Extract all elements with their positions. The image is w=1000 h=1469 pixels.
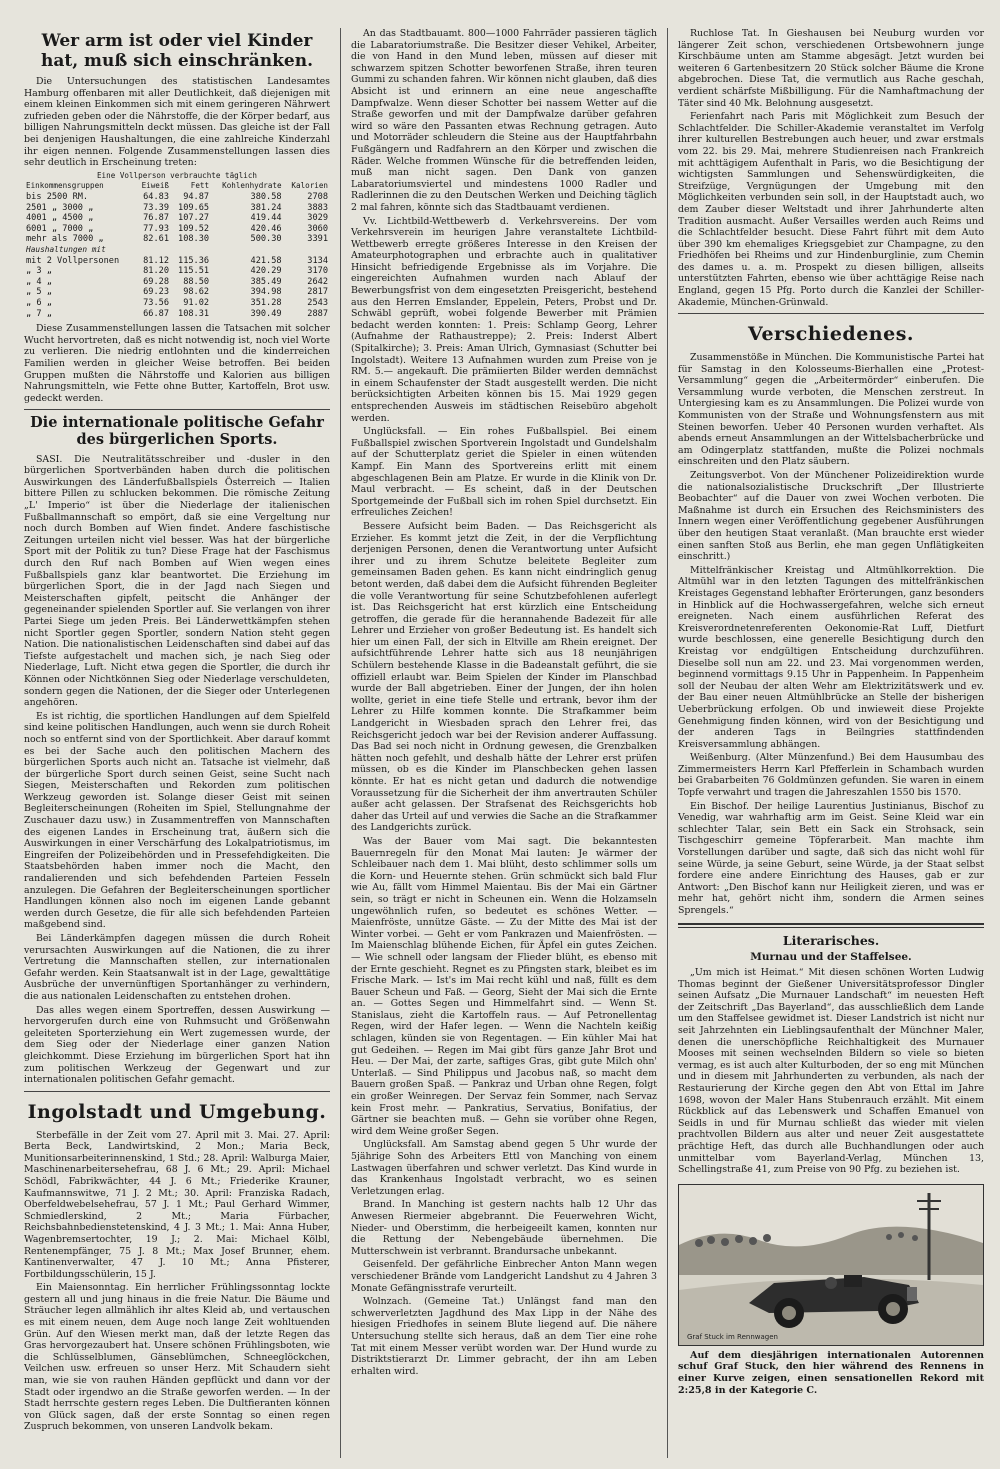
article-geisenfeld: Geisenfeld. Der gefährliche Einbrecher Anton Mann wegen verschiedener Brände vom Landgericht Landshut zu 4 Jahren 3 Monate Gefängnisstrafe verurteilt. bbox=[351, 1259, 657, 1294]
article-sport-p4: Das alles wegen einem Sportreffen, dessen Auswirkung — hervorgerufen durch eine von Ruhmsucht und Größenwahn geleiteten Sporterziehung ein Wert zugemessen wurde, der dem Sieg oder der Niederlage einer ganzen Nation gleichkommt. Diese Erziehung im bürgerlichen Sport hat ihn zum politischen Werkzeug der Gegenwart und zur internationalen politischen Gefahr gemacht. bbox=[24, 1004, 330, 1086]
section-literarisches: Literarisches. bbox=[782, 932, 880, 948]
race-car-photo bbox=[678, 1184, 984, 1346]
article-sterbefaelle: Sterbefälle in der Zeit vom 27. April mit 3. Mai. 27. April: Berta Beck, Landwirtskind, 2 Mon.; Maria Beck, Munitionsarbeiterinnenskind, 1 Std.; 28. April: Walburga Maier, Maschinenarbeitersehefrau, 68 J. 6 Mt.; 29. April: Michael Schödl, Fabrikwächter, 44 J. 6 Mt.; Friederike Krauner, Kaufmannswitwe, 71 J. 2 Mt.; 30. April: Franziska Radach, Oberfeldwebelsehefrau, 57 J. 1 Mt.; Paul Gerhard Wimmer, Schmiedlerskind, 2 Mt.; Maria Fürbacher, Reichsbahnbedienstetenskind, 4 J. 3 Mt.; 1. Mai: Anna Huber, Wagenbremsertochter, 19 J.; 2. Mai: Michael Kölbl, Rentenempfänger, 75 J. 8 Mt.; Max Josef Brunner, ehem. Kantinenverwalter, 47 J. 10 Mt.; Anna Pfisterer, Fortbildungsschülerin, 15 J. bbox=[24, 1129, 330, 1280]
column-rule bbox=[340, 28, 341, 1458]
double-divider bbox=[678, 923, 984, 928]
photo-label: Graf Stuck im Rennwagen bbox=[687, 1332, 778, 1341]
article-ungluecksfall: Unglücksfall. Am Samstag abend gegen 5 Uhr wurde der 5jährige Sohn des Arbeiters Ettl von Manching von einem Lastwagen überfahren und schwer verletzt. Das Kind wurde in das Krankenhaus Ingolstadt verbracht, wo es seinen Verletzungen erlag. bbox=[351, 1139, 657, 1197]
article-bischof: Ein Bischof. Der heilige Laurentius Justinianus, Bischof zu Venedig, war wahrhaftig arm im Geist. Seine Kleid war ein schlechter Talar, sein Bett ein Sack ein Strohsack, sein Tischgeschirr gemeine Töpferarbeit. Man machte ihm Vorstellungen darüber und sagte, daß sich das nicht wohl für seine Würde, ja seine Geburt, seine Würde, ja der Staat selbst fordere eine andere Einrichtung des Hauses, gab er zur Antwort: „Den Bischof kann nur Heiligkeit zieren, und was er mehr hat, gehört nicht ihm, sondern die Armen seines Sprengels.“ bbox=[678, 800, 984, 916]
article-weissenburg: Weißenburg. (Alter Münzenfund.) Bei dem Hausumbau des Zimmermeisters Herrn Karl Pfefferlein in Schambach wurden bei Grabarbeiten 76 Goldmünzen gefunden. Sie waren in einem Topfe verwahrt und tragen die Jahreszahlen 1550 bis 1570. bbox=[678, 752, 984, 799]
table-row: „ 7 „ 66.87 108.31 390.49 2887 bbox=[26, 308, 328, 319]
article-lichtbild: Vv. Lichtbild-Wettbewerb d. Verkehrsvereins. Der vom Verkehrsverein im heurigen Jahre veranstaltete Lichtbild-Wettbewerb erregte größeres Interesse in den Kreisen der Amateurphotographen und erbrachte auch in qualitativer Hinsicht befriedigende Ergebnisse als im Vorjahre. Die eingereichten Aufnahmen wurden nach Ablauf der Bewerbungsfrist von dem eingesetzten Preisgericht, bestehend aus den Herren Emslander, Eppelein, Peters, Probst und Dr. Schwäbl geprüft, wobei folgende Bewerber mit Prämien bedacht werden konnten: 1. Preis: Schlamp Georg, Lehrer (Aufnahme der Rathaustreppe); 2. Preis: Inderst Albert (Spitalkirche); 3. Preis: Aman Ulrich, Gymnasiast (Schutter bei Ingolstadt). Weitere 13 Aufnahmen wurden zum Preise von je RM. 5.— angekauft. Die prämiierten Bilder werden demnächst in einem Schaufenster der Stadt ausgestellt werden. Die nicht berücksichtigten Arbeiten können bis 15. Mai 1929 gegen entsprechenden Ausweis im städtischen Reisebüro abgeholt werden. bbox=[351, 215, 657, 424]
table-group-label: Haushaltungen mit bbox=[26, 245, 106, 254]
article-stadtbauamt: An das Stadtbauamt. 800—1000 Fahrräder passieren täglich die Labaratoriumstraße. Die Besitzer dieser Vehikel, Arbeiter, die von Hand in den Mund leben, müssen auf dieser mit schwarzem spitzen Schotter beworfenen Straße, ihren teuren Gummi zu schanden fahren. Wir können nicht glauben, daß dies Absicht ist und erinnern an eine neue angeschaffte Dampfwalze. Wenn dieser Schotter bei nassem Wetter auf die Straße geworfen und mit der Dampfwalze darüber gefahren wird so wäre den Passanten etwas Rechnung getragen. Auto und Motorräder schleudern die Steine aus der Hauptfahrbahn Fußgängern und Radfahrern an den Körper und zwischen die Räder. Welche frommen Wünsche für die betreffenden leiden, muß man nicht sagen. Den Dank von ganzen Labaratoriumsviertel und mindestens 1000 Radler und Radlerinnen die zu den Deutschen Werken und Deiching täglich 2 mal fahren, könnte sich das Stadtbauamt verdienen. bbox=[351, 28, 657, 213]
table-row: „ 6 „ 73.56 91.02 351.28 2543 bbox=[26, 297, 328, 308]
article-ruchlose-tat: Ruchlose Tat. In Gieshausen bei Neuburg wurden vor längerer Zeit schon, verschiedenen Ortsbewohnern junge Kirschbäume unten am Stamme abgesägt. Jetzt wurden bei weiteren 6 Gartenbesitzern 20 Stück solcher Bäume die Krone abgebrochen. Diese Tat, die vermutlich aus Rache geschah, verdient schärfste Mißbilligung. Für die Namhaftmachung der Täter sind 40 Mk. Belohnung ausgesetzt. bbox=[678, 28, 984, 109]
subhead-murnau: Murnau und der Staffelsee. bbox=[750, 950, 912, 963]
table-row: mehr als 7000 „ 82.61 108.30 500.30 3391 bbox=[26, 234, 328, 245]
article-kinder-outro: Diese Zusammenstellungen lassen die Tatsachen mit solcher Wucht hervortreten, daß es nicht notwendig ist, noch viel Worte zu verlieren. Die niedrig entlohnten und die kinderreichen Familien werden in gleicher Weise betroffen. Bei beiden Gruppen mußten die Nährstoffe und Kalorien aus billigen Nahrungsmitteln, wie Fette ohne Butter, Kartoffeln, Brot usw. gedeckt werden. bbox=[24, 323, 330, 404]
article-wolnzach: Wolnzach. (Gemeine Tat.) Unlängst fand man den schwerverletzten Jagdhund des Max Lipp in der Nähe des hiesigen Friedhofes in seinem Blute liegend auf. Die nähere Untersuchung stellte sich heraus, daß an dem Tier eine rohe Tat mit einem Messer verübt worden war. Der Hund wurde zu Distriktstierarzt Dr. Limmer gebracht, der ihn am Leben erhalten wird. bbox=[351, 1296, 657, 1377]
table-row: mit 2 Vollpersonen 81.12 115.36 421.58 3134 bbox=[26, 255, 328, 266]
article-sport-p2: Es ist richtig, die sportlichen Handlungen auf dem Spielfeld sind keine politischen Handlungen, auch wenn sie durch Roheit noch so entfernt sind von der Sportlichkeit. Aber darauf kommt es bei der Sache auch den politischen Machern des bürgerlichen Sports auch nicht an. Tatsache ist vielmehr, daß der bürgerliche Sport durch seinen Geist, seine Sucht nach Siegen, Meisterschaften und Rekorden zum politischen Werkzeug geworden ist. Solange dieser Geist mit seinen Begleiterscheinungen (Roheiten im Spiel, Stellungnahme der Zuschauer dazu usw.) in Zusammentreffen von Mannschaften des eigenen Landes in Erscheinung trat, äußern sich die Auswirkungen in einer Verschärfung des Lokalpatriotismus, im Eingreifen der Polizeibehörden und in Pressefehdigkeiten. Die Staatsbehörden haben immer noch die Macht, den randalierenden und sich befehdenden Parteien Fesseln anzulegen. Die Gefahren der Begleiterscheinungen sportlicher Handlungen können also noch im eigenen Lande gebannt werden durch Gesetze, die für alle sich befehdenden Parteien maßgebend sind. bbox=[24, 710, 330, 931]
table-row: „ 4 „ 69.28 88.50 385.49 2642 bbox=[26, 276, 328, 287]
column-3 bbox=[678, 28, 984, 1458]
article-ferienfahrt: Ferienfahrt nach Paris mit Möglichkeit zum Besuch der Schlachtfelder. Die Schiller-Akademie veranstaltet im Verfolg ihrer kulturellen Bestrebungen auch heuer, und zwar erstmals vom 22. bis 29. Mai, mehrere Studienreisen nach Frankreich mit achttägigem Aufenthalt in Paris, wo die Besichtigung der wichtigsten Sammlungen und Sehenswürdigkeiten, die Streifzüge, Vergnügungen der Umgebung mit den Möglichkeiten verbunden sein soll, in der Hauptstadt auch, wo dem Zauber dieser Weltstadt und ihrer Jahrhunderte alten Tradition ausmacht. Außer Versailles werden auch Reims und die Schlachtfelder besucht. Diese Fahrt führt mit dem Auto über 390 km ehemaliges Kriegsgebiet zur Champagne, zu den Friedhöfen bei Rheims und zur Hindenburglinie, zum Chemin des dames u. a. m. Prospekt zu diesen billigen, allseits unterstützten Fahrten, ebenso wie über achttägige Reise nach England, gegen 15 Pfg. Porto durch die Kanzlei der Schiller-Akademie, München-Grünwald. bbox=[678, 111, 984, 308]
column-rule bbox=[667, 28, 668, 1458]
article-zeitungsverbot: Zeitungsverbot. Von der Münchener Polizeidirektion wurde die nationalsozialistische Druckschrift „Der Illustrierte Beobachter“ auf die Dauer von zwei Wochen verboten. Die Maßnahme ist durch ein Ersuchen des Reichsministers des Innern wegen einer Veröffentlichung gegebener Ausführungen über den heutigen Staat veranlaßt. (Man brauchte erst wieder einen sanften Stoß aus Berlin, ehe man gegen Unflätigkeiten einschritt.) bbox=[678, 470, 984, 563]
table-row: 4001 „ 4500 „ 76.87 107.27 419.44 3029 bbox=[26, 213, 328, 224]
headline-kinder: Wer arm ist oder viel Kinder hat, muß sich einschränken. bbox=[40, 31, 314, 71]
article-fussballspiel: Unglücksfall. — Ein rohes Fußballspiel. Bei einem Fußballspiel zwischen Sportverein Ingolstadt und Gundelshalm auf der Schutterplatz geriet die Spieler in einen wütenden Kampf. Ein Mann des Sportvereins erlitt mit einem abgeschlagenen Bein am Platze. Er wurde in die Klinik von Dr. Maul verbracht. — Es scheint, daß in der Deutschen Sportgemeinde der Fußball sich im rohen Spiel durchsetzt. Ein erfreuliches Zeichen! bbox=[351, 426, 657, 519]
col-header-eiweiss: Eiweiß bbox=[141, 181, 169, 191]
col-header-kohlenhydrate: Kohlenhydrate bbox=[222, 181, 282, 191]
column-2 bbox=[351, 28, 657, 1458]
section-ingolstadt: Ingolstadt und Umgebung. bbox=[27, 1100, 327, 1123]
article-murnau: „Um mich ist Heimat.“ Mit diesen schönen Worten Ludwig Thomas beginnt der Gießener Universitätsprofessor Dingler seinen Aufsatz „Die Murnauer Landschaft“ im neuesten Heft der Zeitschrift „Das Bayerland“, das ausschließlich dem Lande um den Staffelsee gewidmet ist. Dieser Landstrich ist nicht nur seit Jahrzehnten ein Lieblingsaufenthalt der Münchner Maler, denen die unerschöpfliche Reichhaltigkeit des Murnauer Mooses mit seinen wechselnden Bildern so viele so bieten vermag, es ist auch alter Kulturboden, der so eng mit München und in diesem mit Jahrhunderten zu verbunden, als nach der Restaurierung der Kirche gegen den Abt von Ettal im Jahre 1698, wovon der Maler Hans Stubenrauch erzählt. Mit einem Rückblick auf das Lebenswerk und Schaffen Emanuel von Seidls in und für Murnau schließt das wieder mit vielen prachtvollen Bildern aus alter und neuer Zeit ausgestattete prächtige Heft, das durch alle Buchhandlungen oder auch unmittelbar vom Bayerland-Verlag, München 13, Schellingstraße 41, zum Preise von 90 Pfg. zu beziehen ist. bbox=[678, 967, 984, 1176]
article-kreistag: Mittelfränkischer Kreistag und Altmühlkorrektion. Die Altmühl war in den letzten Tagungen des mittelfränkischen Kreistages Gegenstand lebhafter Erörterungen, ganz besonders in Hinblick auf die Hochwassergefahren, welche sich erneut ereigneten. Nach einem ausführlichen Referat des Kreisverordnetenreferenten Oekonomie-Rat Luff, Dietfurt wurde beschlossen, eine generelle Besichtigung durch den Kreistag vor endgültigen Entscheidung durchzuführen. Dieselbe soll nun am 22. und 23. Mai vorgenommen werden, beginnend vormittags 9.15 Uhr in Pappenheim. In Pappenheim soll der Neubau der alten Wehr am Elektrizitätswerk und ev. der Bau einer neuen Altmühlbrücke an Stelle der bisherigen Ueberbrückung erfolgen. Ob und inwieweit diese Projekte Genehmigung finden können, wird von der Besichtigung und der anderen Tags in Beilngries stattfindenden Kreisversammlung abhängen. bbox=[678, 564, 984, 750]
column-1 bbox=[24, 28, 330, 1458]
col-header-kalorien: Kalorien bbox=[291, 181, 328, 191]
article-muenchen: Zusammenstöße in München. Die Kommunistische Partei hat für Samstag in den Kolosseums-Bierhallen eine „Protest-Versammlung“ gegen die „Arbeitermörder“ einberufen. Die Versammlung wurde verboten, die Menschen zerstreut. In Untergiesing kam es zu Ansammlungen. Die Polizei wurde von Kommunisten von der Straße und Wohnungsfenstern aus mit Steinen beworfen. Ueber 40 Personen wurden verhaftet. Als abends erneut Ansammlungen an der Wittelsbacherbrücke und am Odingerplatz stattfanden, mußte die Polizei nochmals einschreiten und den Platz säubern. bbox=[678, 352, 984, 468]
divider bbox=[678, 313, 984, 314]
col-header-income: Einkommensgruppen bbox=[26, 181, 104, 191]
article-brand: Brand. In Manching ist gestern nachts halb 12 Uhr das Anwesen Riermeier abgebrannt. Die Feuerwehren Wicht, Nieder- und Oberstimm, die herbeigeeilt kamen, konnten nur die Rettung der Nebengebäude übernehmen. Die Mutterschwein ist verbrannt. Brandursache unbekannt. bbox=[351, 1199, 657, 1257]
col-header-fett: Fett bbox=[190, 181, 210, 191]
nutrition-table bbox=[24, 171, 330, 319]
table-row: bis 2500 RM. 64.83 94.87 380.58 2708 bbox=[26, 192, 328, 203]
article-kinder-intro: Die Untersuchungen des statistischen Landesamtes Hamburg offenbaren mit aller Deutlichkeit, daß diejenigen mit einem kleinen Einkommen sich mit einem geringeren Nährwert zufrieden geben oder die Nährstoffe, die der Körper bedarf, aus billigen Nahrungsmitteln deckt müssen. Das gleiche ist der Fall bei denjenigen Haushaltungen, die eine zahlreiche Kinderzahl ihr eigen nennen. Folgende Zusammenstellungen lassen dies sehr deutlich in Erscheinung treten: bbox=[24, 76, 330, 169]
table-row: „ 5 „ 69.23 98.62 394.98 2817 bbox=[26, 287, 328, 298]
section-verschiedenes: Verschiedenes. bbox=[747, 323, 915, 346]
table-row: „ 3 „ 81.20 115.51 420.29 3170 bbox=[26, 266, 328, 277]
article-maiensonntag: Ein Maiensonntag. Ein herrlicher Frühlingssonntag lockte gestern all und jung hinaus in die freie Natur. Die Bäume und Sträucher legen allmählich ihr altes Kleid ab, und vertauschen es mit einem neuen, dem Auge noch lange Zeit wohltuenden Grün. Auf den Wiesen merkt man, daß der letzte Regen das Gras hervorgezaubert hat. Unsere schönen Frühlingsboten, wie die Schlüsselblumen, Gänseblümchen, Schneeglöckchen, Veilchen usw. erfreuen so unser Herz. Mit Schaudern sieht man, wie sie von rauhen Händen gepflückt und dann vor der Stadt oder irgendwo an die Straße geworfen werden. — In der Stadt herrschte gestern reges Leben. Die Dultfieranten können von Glück sagen, daß der erste Sonntag so einen regen Zuspruch bekommen, von unseren Landvolk bekam. bbox=[24, 1282, 330, 1433]
divider bbox=[24, 409, 330, 410]
divider bbox=[24, 1091, 330, 1092]
race-car-illustration bbox=[679, 1185, 983, 1345]
article-sport-p1: SASI. Die Neutralitätsschreiber und -dusler in den bürgerlichen Sportverbänden haben durch die politischen Auswirkungen des Länderfußballspiels Österreich — Italien bittere Pillen zu schlucken bekommen. Die römische Zeitung „L' Imperio“ ist über die Niederlage der italienischen Fußballmannschaft so empört, daß sie eine Vergeltung nur noch durch Bomben auf Wien findet. Andere faschistische Zeitungen urteilen nicht viel besser. Was hat der bürgerliche Sport mit der Politik zu tun? Diese Frage hat der Faschismus durch den Ruf nach Bomben auf Wien wegen eines Fußballspiels ganz klar beantwortet. Die Erziehung im bürgerlichen Sport, die in der Jagd nach Siegen und Meisterschaften gipfelt, peitscht die Anhänger der gegeneinander spielenden Sportler auf. Sie verlangen von ihrer Partei Siege um jeden Preis. Bei Länderwettkämpfen stehen nicht Sportler gegen Sportler, sondern Nation steht gegen Nation. Die nationalistischen Leidenschaften sind dabei auf das Tiefste aufgestachelt und machen sich, je nach Sieg oder Niederlage, Luft. Nicht etwa gegen die Sportler, die durch ihr Können oder Nichtkönnen Sieg oder Niederlage verschuldeten, sondern gegen die Nationen, der die Sieger oder Unterlegenen angehören. bbox=[24, 453, 330, 709]
article-baden: Bessere Aufsicht beim Baden. — Das Reichsgericht als Erzieher. Es kommt jetzt die Zeit, in der die Verpflichtung derjenigen Personen, denen die Verantwortung unter Aufsicht ihrer und zu ihrem Schutze beleitete Begleiter zum gemeinsamen Baden gehen. Es kann nicht eindringlich genug betont werden, daß dabei dem die Aufsicht führenden Begleiter die volle Verantwortung für seine Schutzbefohlenen auferlegt ist. Das Reichsgericht hat erst kürzlich eine Entscheidung getroffen, die gerade für die herannahende Badezeit für alle Lehrer und Erzieher von großer Bedeutung ist. Es handelt sich hier um einen Fall, der sich in Eltville am Rhein ereignet. Der aufsichtführende Lehrer hatte sich aus 18 neunjährigen Schülern bestehende Klasse in die Badeanstalt geführt, die sie offiziell erlaubt war. Beim Spielen der Kinder im Planschbad wurde der Ball abgetrieben. Einer der Jungen, der ihn holen wollte, geriet in eine tiefe Stelle und ertrank, bevor ihm der Lehrer zu Hilfe kommen konnte. Die Strafkammer beim Landgericht in Wiesbaden sprach den Lehrer frei, das Reichsgericht jedoch war bei der Revision anderer Auffassung. Das Bad sei noch nicht in Ordnung gewesen, die Grenzbalken hätten noch gefehlt, und deshalb hätte der Lehrer erst prüfen müssen, ob es die Kinder im Planschbecken gehen lassen könnte. Er hat es nicht getan und dadurch die notwendige Voraussetzung für die Sicherheit der ihm anvertrauten Schüler außer acht gelassen. Der Strafsenat des Reichsgerichts hob daher das Urteil auf und verwies die Sache an die Strafkammer des Landgerichts zurück. bbox=[351, 520, 657, 834]
table-header-note: Eine Vollperson verbrauchte täglich bbox=[96, 170, 257, 180]
table-row: 2501 „ 3000 „ 73.39 109.65 381.24 3883 bbox=[26, 202, 328, 213]
table-row: 6001 „ 7000 „ 77.93 109.52 420.46 3060 bbox=[26, 223, 328, 234]
article-sport-p3: Bei Länderkämpfen dagegen müssen die durch Roheit verursachten Auswirkungen auf die Nationen, die zu ihrer Vertretung die Mannschaften stellen, zur internationalen Gefahr werden. Kein Staatsanwalt ist in der Lage, gewalttätige Ausbrüche der unvernünftigen Sportanhänger zu verhindern, die aus nationalen Leidenschaften zu entstehen drohen. bbox=[24, 933, 330, 1002]
article-bauernregeln: Was der Bauer vom Mai sagt. Die bekanntesten Bauernregeln für den Monat Mai lauten: Je wärmer der Schleibauer nach dem 1. Mai blüht, desto schlimmer solls um die Korn- und Heuernte stehen. Grün schmückt sich bald Flur wie Au, fällt vom Himmel Maientau. Bis der Mai ein Gärtner sein, so trägt er nicht in Scheunen ein. Wenn die Holzamseln ungewöhnlich rufen, so bedeutet es schönes Wetter. — Maienfröste, unnütze Gäste. — Zu der Mitte des Mai ist der Winter vorbei. — Geht er vom Pankrazen und Maienfrösten. — Im Maienschlag blühende Eichen, für Äpfel ein gutes Zeichen. — Wie schnell oder langsam der Flieder blüht, es ebenso mit der Ernte geschieht. Regnet es zu Pfingsten stark, bleibet es im Frische Mark. — Ist's im Mai recht kühl und naß, füllt es dem Bauer Scheun und Faß. — Georg, Sieht der Mai sich die Ernte an. — Gottes Segen und Himmelfahrt sind. — Wenn St. Stanislaus, zieht die Kartoffeln raus. — Auf Petronellentag Regen, wird der Hafer legen. — Wenn die Nachteln keißig schlagen, künden sie von Regentagen. — Ein kühler Mai hat gut Gedeihen. — Regen im Mai gibt fürs ganze Jahr Brot und Heu. — Der Mai, der zarte, saftiges Gras, gibt gute Milch ohn' Unterlaß. — Sind Philippus und Jacobus naß, so macht dem Bauern großen Spaß. — Pankraz und Urban ohne Regen, folgt ein großer Weinregen. Der Servaz fein Sommer, nach Servaz kein Frost mehr. — Pankratius, Servatius, Bonifatius, der Gärtner sie beachten muß. — Gehn sie vorüber ohne Regen, wird dem Weine großer Segen. bbox=[351, 835, 657, 1137]
headline-sport: Die internationale politische Gefahr des bürgerlichen Sports. bbox=[30, 414, 324, 448]
photo-caption: Auf dem diesjährigen internationalen Autorennen schuf Graf Stuck, den hier während des Rennens in einer Kurve zeigen, einen sensationellen Rekord mit 2:25,8 in der Kategorie C. bbox=[678, 1349, 984, 1396]
